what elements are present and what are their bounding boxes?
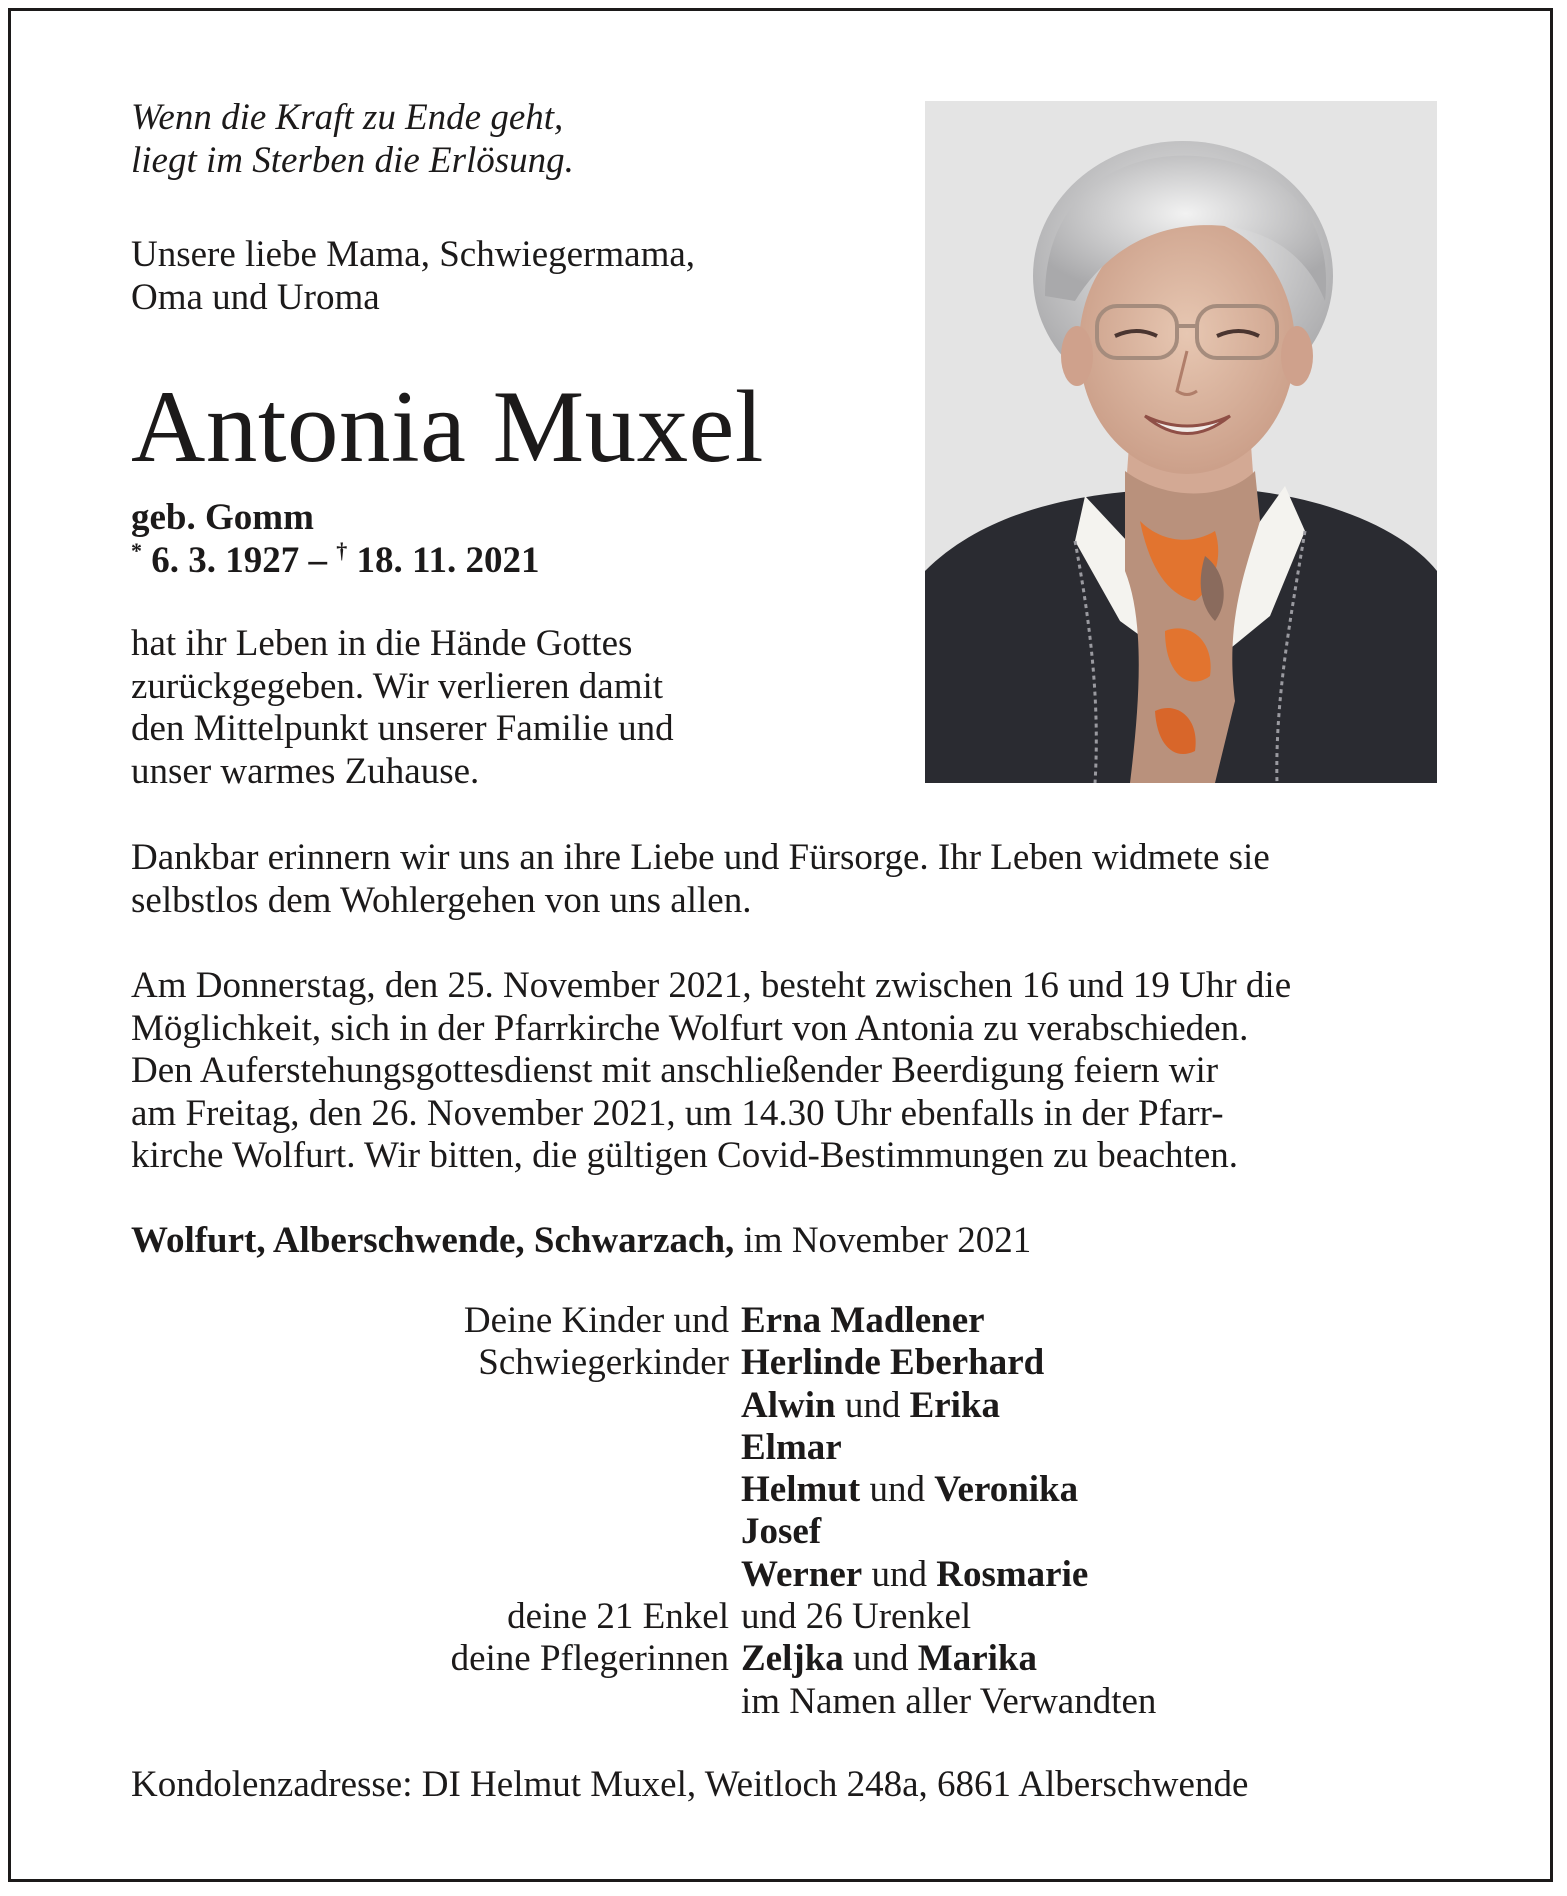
family-row: [131, 1300, 1435, 1342]
condolence-address: Kondolenzadresse: DI Helmut Muxel, Weitloch 248a, 6861 Alberschwende: [131, 1764, 1249, 1805]
family-row: [131, 1638, 1435, 1680]
text-line: zurückgegeben. Wir verlieren damit: [131, 665, 664, 707]
place-towns: Wolfurt, Alberschwende, Schwarzach,: [131, 1220, 735, 1261]
family-text: im Namen aller Verwandten: [741, 1680, 1157, 1722]
family-member: Josef: [741, 1511, 822, 1553]
family-member: Erna Madlener: [741, 1300, 985, 1341]
family-member: Veronika: [934, 1469, 1079, 1511]
text-line: am Freitag, den 26. November 2021, um 14.30 Uhr ebenfalls in der Pfarr-: [131, 1092, 1224, 1134]
family-member: Erika: [909, 1384, 1001, 1426]
text-line: hat ihr Leben in die Hände Gottes: [131, 623, 633, 664]
intro-text: [131, 233, 811, 319]
family-row: [131, 1385, 1435, 1427]
birth-symbol: *: [131, 538, 142, 563]
motto-verse: [131, 96, 831, 182]
text-line: selbstlos dem Wohlergehen von uns allen.: [131, 879, 752, 921]
family-role: deine 21 Enkel: [507, 1596, 729, 1638]
text-line: Möglichkeit, sich in der Pfarrkirche Wolfurt von Antonia zu verabschieden.: [131, 1007, 1249, 1049]
family-member: Alwin: [741, 1384, 836, 1426]
family-conjunction: und: [844, 1384, 901, 1426]
family-member: Werner: [741, 1553, 863, 1595]
family-member: Marika: [917, 1638, 1037, 1680]
family-row: [131, 1554, 1435, 1596]
date-separator: –: [308, 540, 327, 581]
family-conjunction: und: [871, 1553, 927, 1595]
motto-line: liegt im Sterben die Erlösung.: [131, 140, 574, 181]
text-line: Dankbar erinnern wir uns an ihre Liebe und Fürsorge. Ihr Leben widmete sie: [131, 837, 1270, 878]
intro-line: Oma und Uroma: [131, 277, 380, 318]
text-line: den Mittelpunkt unserer Familie und: [131, 708, 674, 749]
family-row: [131, 1596, 1435, 1638]
death-date: 18. 11. 2021: [356, 540, 540, 581]
birth-date: 6. 3. 1927: [151, 540, 300, 581]
life-dates: [131, 539, 731, 582]
place-and-date: [131, 1219, 1435, 1262]
family-row: [131, 1511, 1435, 1553]
place-date: im November 2021: [743, 1220, 1032, 1261]
family-member: Elmar: [741, 1426, 842, 1468]
family-conjunction: und: [853, 1638, 909, 1680]
family-row: [131, 1681, 1435, 1723]
returned-text: [131, 623, 813, 793]
deceased-name: Antonia Muxel: [131, 370, 764, 484]
thanks-paragraph: [131, 837, 1435, 922]
intro-line: Unsere liebe Mama, Schwiegermama,: [131, 234, 696, 275]
family-role: deine Pflegerinnen: [450, 1638, 729, 1680]
family-member: Helmut: [741, 1469, 861, 1511]
family-role: Schwiegerkinder: [478, 1342, 729, 1384]
family-row: [131, 1469, 1435, 1511]
family-member: Rosmarie: [936, 1553, 1089, 1595]
portrait-illustration: [925, 101, 1437, 783]
portrait-photo: [925, 101, 1437, 783]
text-line: Den Auferstehungsgottesdienst mit anschließender Beerdigung feiern wir: [131, 1050, 1219, 1091]
motto-line: Wenn die Kraft zu Ende geht,: [131, 97, 564, 138]
family-member: Herlinde Eberhard: [741, 1342, 1045, 1384]
text-line: unser warmes Zuhause.: [131, 750, 480, 792]
family-row: [131, 1427, 1435, 1469]
death-symbol: †: [336, 538, 348, 563]
birth-name: geb. Gomm: [131, 497, 314, 538]
family-text: und 26 Urenkel: [741, 1596, 972, 1638]
family-member: Zeljka: [741, 1638, 844, 1680]
text-line: Am Donnerstag, den 25. November 2021, besteht zwischen 16 und 19 Uhr die: [131, 965, 1292, 1006]
family-row: [131, 1342, 1435, 1384]
family-conjunction: und: [869, 1469, 925, 1511]
family-list: [131, 1300, 1435, 1723]
family-role: Deine Kinder und: [463, 1300, 729, 1341]
text-line: kirche Wolfurt. Wir bitten, die gültigen Covid-Bestimmungen zu beachten.: [131, 1135, 1239, 1176]
service-paragraph: [131, 965, 1435, 1178]
